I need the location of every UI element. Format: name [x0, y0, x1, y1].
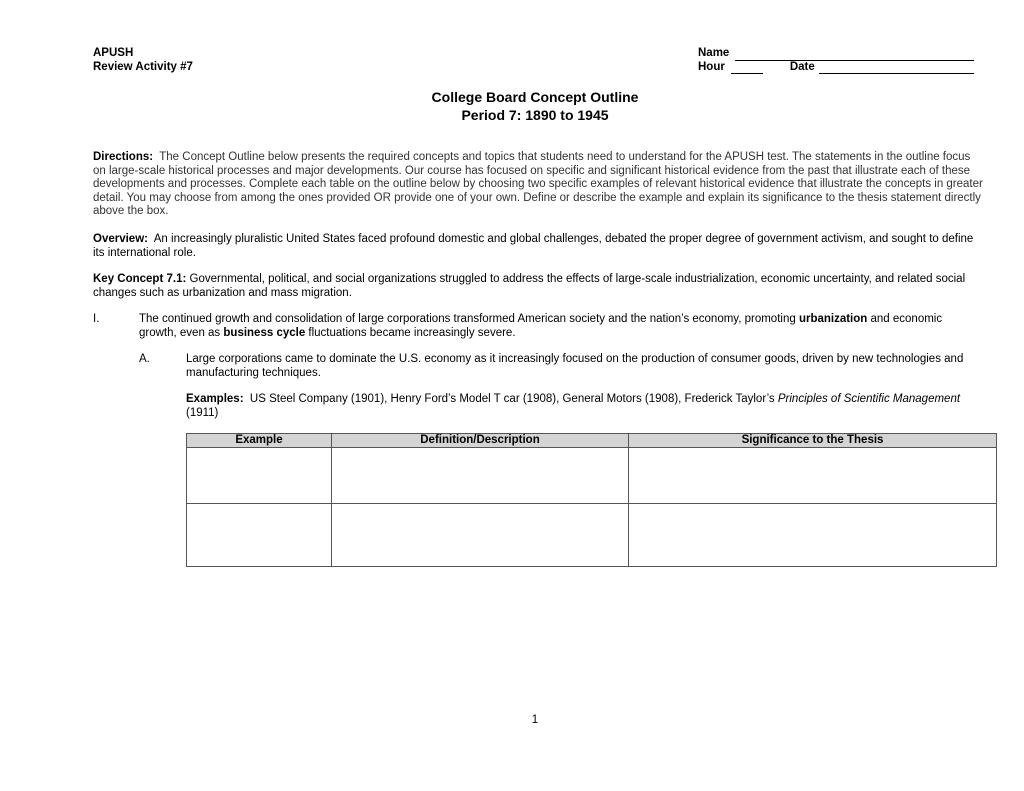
header-example: Example: [187, 434, 332, 448]
section-i-text: [139, 313, 969, 340]
page-number: 1: [531, 714, 539, 726]
directions-text: The Concept Outline below presents the required concepts and topics that students need to understand for the APUSH test. The statements in the outline focus on large-scale historical processes and major developments. Our course has focused on specific and significant historical evidence from the past that illustrate each of these developments and processes. Complete each table on the outline below by choosing two specific examples of relevant historical evidence that illustrate the concepts in greater detail. You may choose from among the ones provided OR provide one of your own. Define or describe the example and explain its significance to the thesis statement directly above the box.: [93, 151, 983, 217]
header-definition: Definition/Description: [332, 434, 629, 448]
section-i-numeral: I.: [93, 313, 100, 325]
table-row: [187, 448, 997, 504]
examples-year: (1911): [186, 406, 219, 419]
hour-field[interactable]: [731, 62, 763, 74]
date-field[interactable]: [819, 62, 974, 74]
section-i-text-b: and economic growth, even as: [139, 313, 943, 339]
header-significance: Significance to the Thesis: [629, 434, 997, 448]
key-concept-text: Governmental, political, and social organizations struggled to address the effects of large-scale industrialization, economic uncertainty, and related social changes such as urbanization and mass migration.: [93, 273, 966, 299]
significance-cell[interactable]: [629, 448, 997, 504]
hour-label: Hour: [698, 60, 725, 73]
directions-label: Directions:: [93, 151, 154, 163]
course-label: APUSH: [93, 47, 134, 59]
definition-cell[interactable]: [332, 504, 629, 567]
examples-label: Examples:: [186, 393, 244, 405]
examples-table: [186, 433, 997, 567]
overview-text: An increasingly pluralistic United States faced profound domestic and global challenges, debated the proper degree of government activism, and sought to define its international role.: [93, 233, 974, 259]
urbanization-term: urbanization: [798, 313, 868, 325]
directions-paragraph: [93, 151, 983, 219]
overview-paragraph: [93, 233, 983, 260]
definition-cell[interactable]: [332, 448, 629, 504]
overview-label: Overview:: [93, 233, 148, 245]
significance-cell[interactable]: [629, 504, 997, 567]
examples-text: US Steel Company (1901), Henry Ford’s Model T car (1908), General Motors (1908), Frederick Taylor’s: [249, 393, 778, 405]
business-cycle-term: business cycle: [223, 326, 306, 339]
section-i-text-a: The continued growth and consolidation of large corporations transformed American society and the nation’s economy, promoting: [139, 313, 799, 325]
date-label: Date: [789, 60, 815, 73]
example-cell[interactable]: [187, 448, 332, 504]
title-line-2: Period 7: 1890 to 1945: [461, 107, 609, 123]
activity-label: Review Activity #7: [93, 60, 193, 73]
table-header-row: [187, 434, 997, 448]
table-row: [187, 504, 997, 567]
key-concept-paragraph: [93, 273, 983, 300]
page-title: [0, 88, 1024, 124]
header-left: [93, 47, 193, 74]
name-field[interactable]: [735, 49, 974, 61]
key-concept-label: Key Concept 7.1:: [93, 273, 187, 285]
header-right: [698, 47, 974, 74]
title-line-1: College Board Concept Outline: [431, 89, 639, 105]
name-label: Name: [698, 47, 730, 59]
examples-italic-title: Principles of Scientific Management: [777, 393, 961, 405]
example-cell[interactable]: [187, 504, 332, 567]
section-a-letter: A.: [139, 353, 150, 365]
section-i-text-c: fluctuations became increasingly severe.: [305, 326, 516, 339]
section-a-text: Large corporations came to dominate the U.S. economy as it increasingly focused on the production of consumer goods, driven by new technologies and manufacturing techniques.: [186, 353, 964, 379]
examples-paragraph: [186, 393, 986, 420]
